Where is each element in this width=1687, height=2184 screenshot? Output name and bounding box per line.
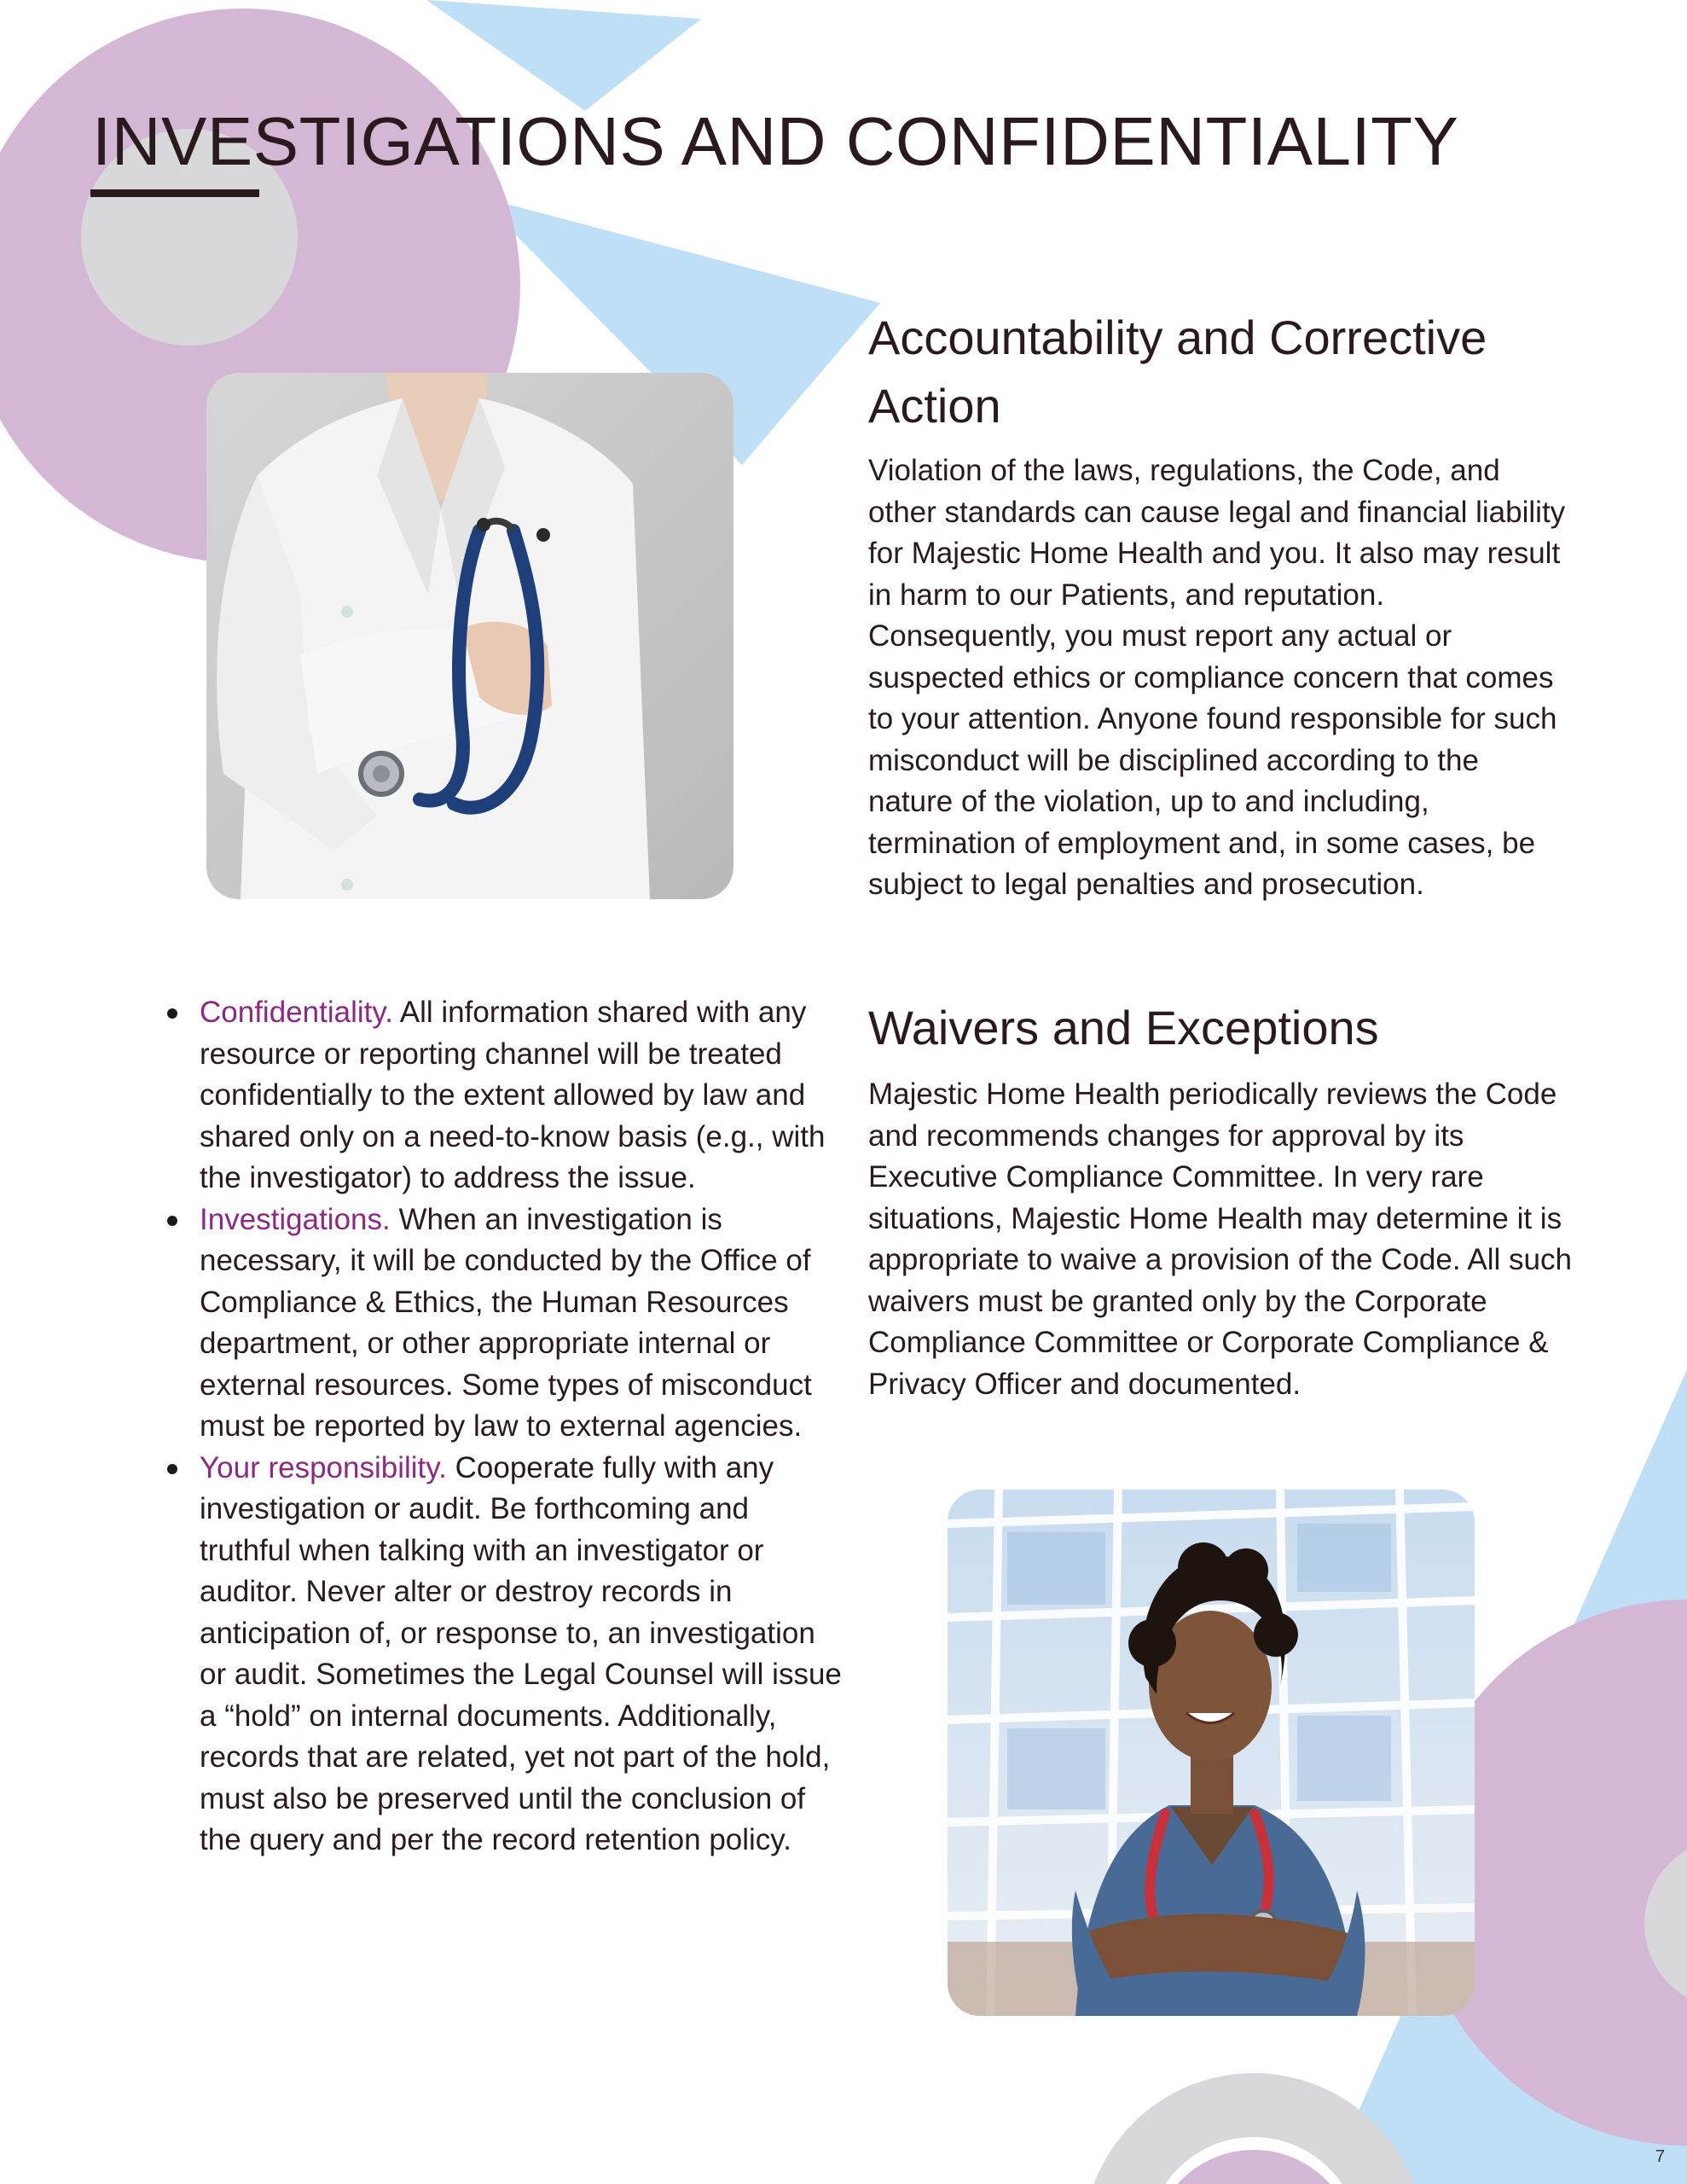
page-number: 7: [1655, 2147, 1665, 2166]
nurse-photo: [948, 1490, 1475, 2016]
accountability-heading: Accountability and Corrective Action: [868, 311, 1487, 433]
accountability-body: Violation of the laws, regulations, the Code, and other standards can cause legal and financial liability for Majestic Home Health and you. It also may result in harm to our Patients, and reputation. Consequently, you must report any actual or suspected ethics or compliance concern that comes to your attention. Anyone found responsible for such misconduct will be disciplined according to the nature of the violation, up to and including, termination of employment and, in some cases, be subject to legal penalties and prosecution.: [868, 454, 1566, 901]
bullet-dot: [167, 1008, 177, 1019]
list-item-responsibility: [200, 1448, 848, 1862]
waivers-heading: Waivers and Exceptions: [868, 1001, 1379, 1054]
bullet-lead: Investigations.: [200, 1202, 399, 1236]
bullet-lead: Confidentiality.: [200, 996, 400, 1029]
bullet-text: Cooperate fully with any investigation or audit. Be forthcoming and truthful when talking with an investigator or auditor. Never alter or destroy records in anticipation of, or response to, an investigation or audit. Sometimes the Legal Counsel will issue a “hold” on internal documents. Additionally, records that are related, yet not part of the hold, must also be preserved until the conclusion of the query and per the record retention policy.: [200, 1450, 842, 1856]
list-item-confidentiality: [200, 992, 848, 1199]
page-title: INVESTIGATIONS AND CONFIDENTIALITY: [92, 103, 1459, 179]
bullet-text: All information shared with any resource or reporting channel will be treated confidentially to the extent allowed by law and shared only on a need-to-know basis (e.g., with the investigator) to address the issue.: [200, 996, 826, 1194]
bullet-text: When an investigation is necessary, it will be conducted by the Office of Compliance & Ethics, the Human Resources department, or other appropriate internal or external resources. Some types of misconduct must be reported by law to external agencies.: [200, 1202, 812, 1443]
list-item-investigations: [200, 1199, 848, 1448]
waivers-body: Majestic Home Health periodically reviews the Code and recommends changes for approval by its Executive Compliance Committee. In very rare situations, Majestic Home Health may determine it is appropriate to waive a provision of the Code. All such waivers must be granted only by the Corporate Compliance Committee or Corporate Compliance & Privacy Officer and documented.: [868, 1077, 1572, 1401]
title-underline: [90, 189, 259, 197]
blue-triangle-top: [426, 0, 701, 111]
bullet-dot: [167, 1216, 177, 1226]
doctor-photo: [206, 373, 733, 899]
bullet-dot: [167, 1464, 177, 1474]
bullet-lead: Your responsibility.: [200, 1450, 455, 1484]
bullet-list: [159, 992, 848, 1862]
